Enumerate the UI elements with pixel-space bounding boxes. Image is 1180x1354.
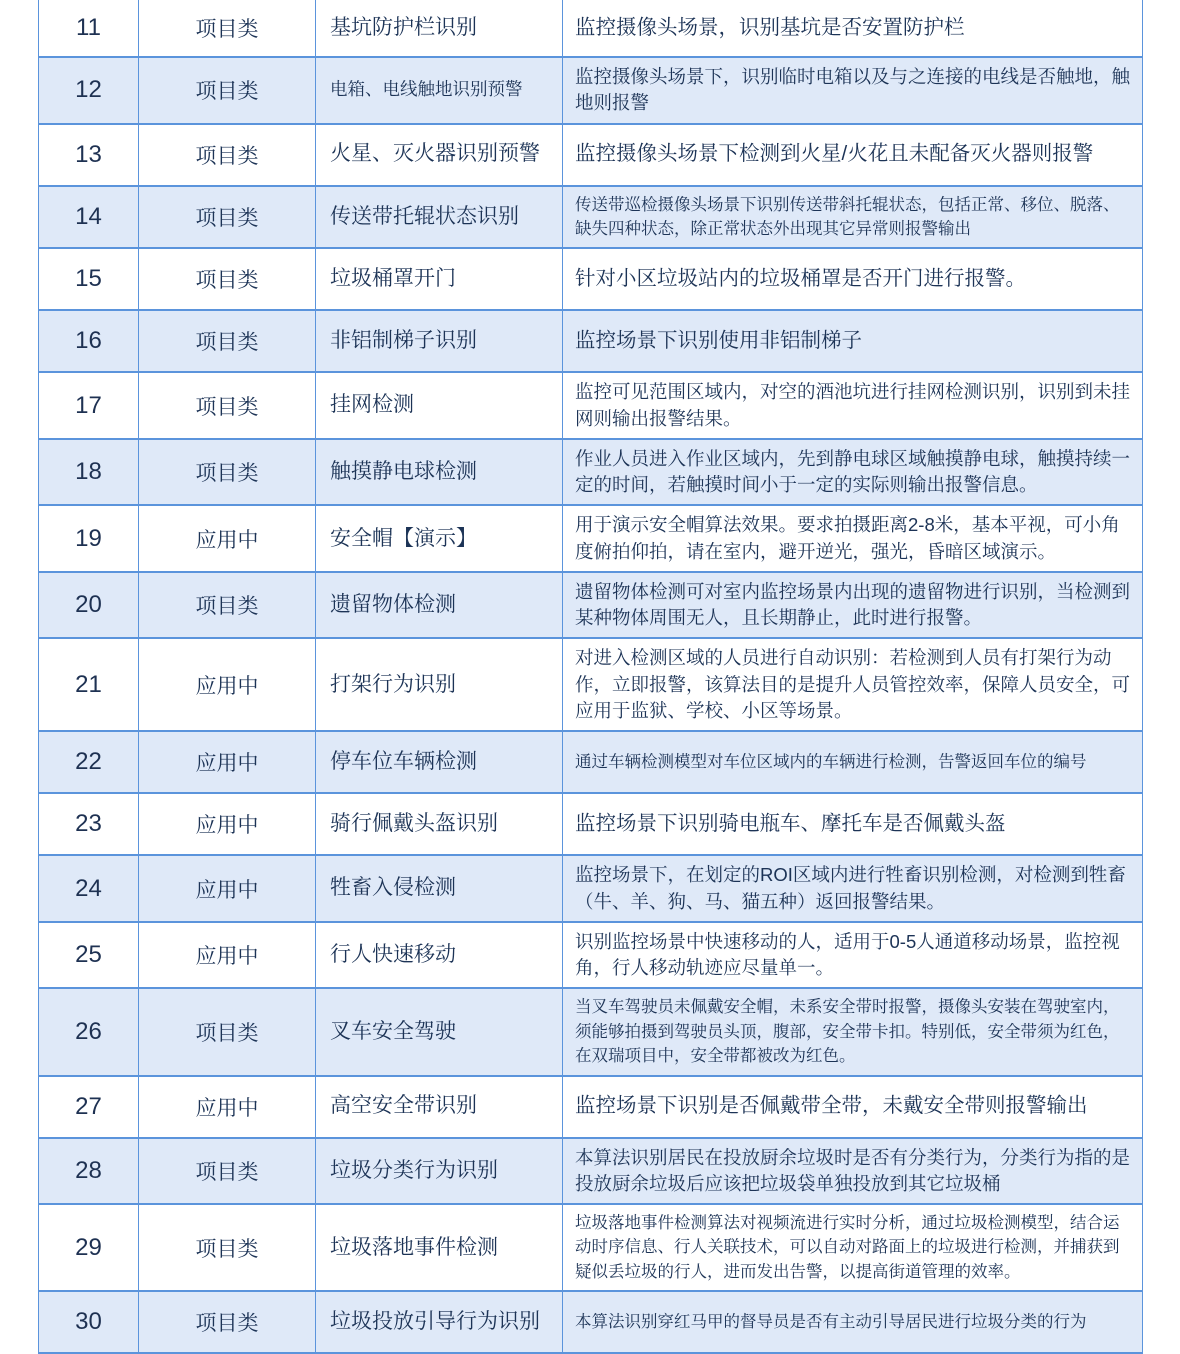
row-description: 监控可见范围区域内，对空的酒池坑进行挂网检测识别，识别到未挂网则输出报警结果。 bbox=[575, 381, 1131, 429]
table-row bbox=[39, 987, 1142, 1074]
row-number: 13 bbox=[39, 125, 139, 185]
row-description: 监控摄像头场景下检测到火星/火花且未配备灭火器则报警 bbox=[575, 142, 1094, 166]
row-number: 29 bbox=[39, 1205, 139, 1290]
row-name: 安全帽【演示】 bbox=[316, 506, 563, 571]
table-row bbox=[39, 56, 1142, 123]
row-name: 电箱、电线触地识别预警 bbox=[316, 58, 563, 123]
row-description: 识别监控场景中快速移动的人，适用于0-5人通道移动场景，监控视角，行人移动轨迹应尽量单一。 bbox=[575, 930, 1120, 979]
row-category: 项目类 bbox=[139, 1139, 316, 1204]
row-category: 项目类 bbox=[139, 58, 316, 123]
row-category: 项目类 bbox=[139, 1205, 316, 1290]
row-number: 22 bbox=[39, 732, 139, 792]
row-category: 项目类 bbox=[139, 125, 316, 185]
row-number: 18 bbox=[39, 440, 139, 505]
row-category: 项目类 bbox=[139, 573, 316, 638]
table-row bbox=[39, 1203, 1142, 1290]
row-name: 牲畜入侵检测 bbox=[316, 856, 563, 921]
row-description: 监控摄像头场景，识别基坑是否安置防护栏 bbox=[575, 15, 965, 39]
row-description: 对进入检测区域的人员进行自动识别：若检测到人员有打架行为动作，立即报警，该算法目的是提升人员管控效率，保障人员安全，可应用于监狱、学校、小区等场景。 bbox=[575, 647, 1131, 721]
row-number: 12 bbox=[39, 58, 139, 123]
algorithm-table bbox=[38, 0, 1143, 1354]
row-name: 行人快速移动 bbox=[316, 923, 563, 988]
table-row bbox=[39, 854, 1142, 921]
row-number: 23 bbox=[39, 794, 139, 854]
table-row bbox=[39, 309, 1142, 371]
table-row bbox=[39, 0, 1142, 56]
row-name: 打架行为识别 bbox=[316, 639, 563, 730]
row-name: 垃圾投放引导行为识别 bbox=[316, 1292, 563, 1352]
row-description: 作业人员进入作业区域内，先到静电球区域触摸静电球，触摸持续一定的时间，若触摸时间小于一定的实际则输出报警信息。 bbox=[575, 447, 1131, 496]
row-number: 25 bbox=[39, 923, 139, 988]
row-description: 传送带巡检摄像头场景下识别传送带斜托辊状态，包括正常、移位、脱落、缺失四种状态，除正常状态外出现其它异常则报警输出 bbox=[575, 195, 1120, 238]
row-category: 应用中 bbox=[139, 1077, 316, 1137]
row-description: 垃圾落地事件检测算法对视频流进行实时分析，通过垃圾检测模型，结合运动时序信息、行人关联技术，可以自动对路面上的垃圾进行检测，并捕获到疑似丢垃圾的行人，进而发出告警，以提高街道管理的效率。 bbox=[575, 1214, 1120, 1281]
row-category: 应用中 bbox=[139, 732, 316, 792]
row-category: 项目类 bbox=[139, 187, 316, 248]
row-name: 触摸静电球检测 bbox=[316, 440, 563, 505]
row-number: 15 bbox=[39, 249, 139, 309]
table-row bbox=[39, 1137, 1142, 1204]
row-number: 30 bbox=[39, 1292, 139, 1352]
row-number: 24 bbox=[39, 856, 139, 921]
table-row bbox=[39, 730, 1142, 792]
row-description: 针对小区垃圾站内的垃圾桶罩是否开门进行报警。 bbox=[575, 267, 1026, 290]
row-name: 停车位车辆检测 bbox=[316, 732, 563, 792]
row-name: 垃圾落地事件检测 bbox=[316, 1205, 563, 1290]
row-description: 监控场景下，在划定的ROI区域内进行牲畜识别检测，对检测到牲畜（牛、羊、狗、马、猫五种）返回报警结果。 bbox=[575, 864, 1126, 912]
row-description: 遗留物体检测可对室内监控场景内出现的遗留物进行识别，当检测到某种物体周围无人，且长期静止，此时进行报警。 bbox=[575, 580, 1131, 629]
row-number: 14 bbox=[39, 187, 139, 248]
table-row bbox=[39, 792, 1142, 854]
row-category: 项目类 bbox=[139, 249, 316, 309]
row-category: 项目类 bbox=[139, 440, 316, 505]
row-description: 本算法识别穿红马甲的督导员是否有主动引导居民进行垃圾分类的行为 bbox=[575, 1313, 1087, 1332]
row-number: 17 bbox=[39, 373, 139, 438]
row-name: 遗留物体检测 bbox=[316, 573, 563, 638]
row-description: 本算法识别居民在投放厨余垃圾时是否有分类行为，分类行为指的是投放厨余垃圾后应该把垃圾袋单独投放到其它垃圾桶 bbox=[575, 1146, 1131, 1194]
table-row bbox=[39, 637, 1142, 730]
table-row bbox=[39, 438, 1142, 505]
row-category: 项目类 bbox=[139, 989, 316, 1074]
table-row bbox=[39, 571, 1142, 638]
row-name: 骑行佩戴头盔识别 bbox=[316, 794, 563, 854]
row-number: 20 bbox=[39, 573, 139, 638]
row-number: 16 bbox=[39, 311, 139, 371]
row-number: 28 bbox=[39, 1139, 139, 1204]
row-name: 垃圾分类行为识别 bbox=[316, 1139, 563, 1204]
row-category: 应用中 bbox=[139, 856, 316, 921]
table-row bbox=[39, 921, 1142, 988]
row-category: 应用中 bbox=[139, 923, 316, 988]
table-row bbox=[39, 185, 1142, 248]
table-row bbox=[39, 504, 1142, 571]
row-name: 非铝制梯子识别 bbox=[316, 311, 563, 371]
table-row bbox=[39, 371, 1142, 438]
table-row bbox=[39, 123, 1142, 185]
row-description: 监控场景下识别骑电瓶车、摩托车是否佩戴头盔 bbox=[575, 811, 1006, 835]
row-name: 叉车安全驾驶 bbox=[316, 989, 563, 1074]
row-number: 21 bbox=[39, 639, 139, 730]
row-number: 27 bbox=[39, 1077, 139, 1137]
row-category: 项目类 bbox=[139, 1292, 316, 1352]
table-row bbox=[39, 247, 1142, 309]
table-row bbox=[39, 1075, 1142, 1137]
row-name: 传送带托辊状态识别 bbox=[316, 187, 563, 248]
row-category: 项目类 bbox=[139, 311, 316, 371]
row-name: 高空安全带识别 bbox=[316, 1077, 563, 1137]
row-description: 监控场景下识别是否佩戴带全带，未戴安全带则报警输出 bbox=[575, 1094, 1088, 1118]
row-description: 用于演示安全帽算法效果。要求拍摄距离2-8米，基本平视，可小角度俯拍仰拍，请在室内，避开逆光，强光，昏暗区域演示。 bbox=[575, 514, 1120, 562]
row-number: 11 bbox=[39, 0, 139, 56]
row-name: 挂网检测 bbox=[316, 373, 563, 438]
row-category: 应用中 bbox=[139, 639, 316, 730]
row-category: 应用中 bbox=[139, 794, 316, 854]
row-number: 26 bbox=[39, 989, 139, 1074]
row-name: 基坑防护栏识别 bbox=[316, 0, 563, 56]
row-category: 项目类 bbox=[139, 0, 316, 56]
row-category: 应用中 bbox=[139, 506, 316, 571]
row-description: 监控摄像头场景下，识别临时电箱以及与之连接的电线是否触地，触地则报警 bbox=[575, 66, 1131, 114]
row-description: 通过车辆检测模型对车位区域内的车辆进行检测，告警返回车位的编号 bbox=[575, 753, 1087, 772]
row-name: 火星、灭火器识别预警 bbox=[316, 125, 563, 185]
row-number: 19 bbox=[39, 506, 139, 571]
row-category: 项目类 bbox=[139, 373, 316, 438]
row-description: 监控场景下识别使用非铝制梯子 bbox=[575, 329, 862, 352]
row-description: 当叉车驾驶员未佩戴安全帽，未系安全带时报警，摄像头安装在驾驶室内，须能够拍摄到驾驶员头顶，腹部，安全带卡扣。特别低，安全带须为红色，在双瑞项目中，安全带都被改为红色。 bbox=[575, 998, 1120, 1066]
row-name: 垃圾桶罩开门 bbox=[316, 249, 563, 309]
